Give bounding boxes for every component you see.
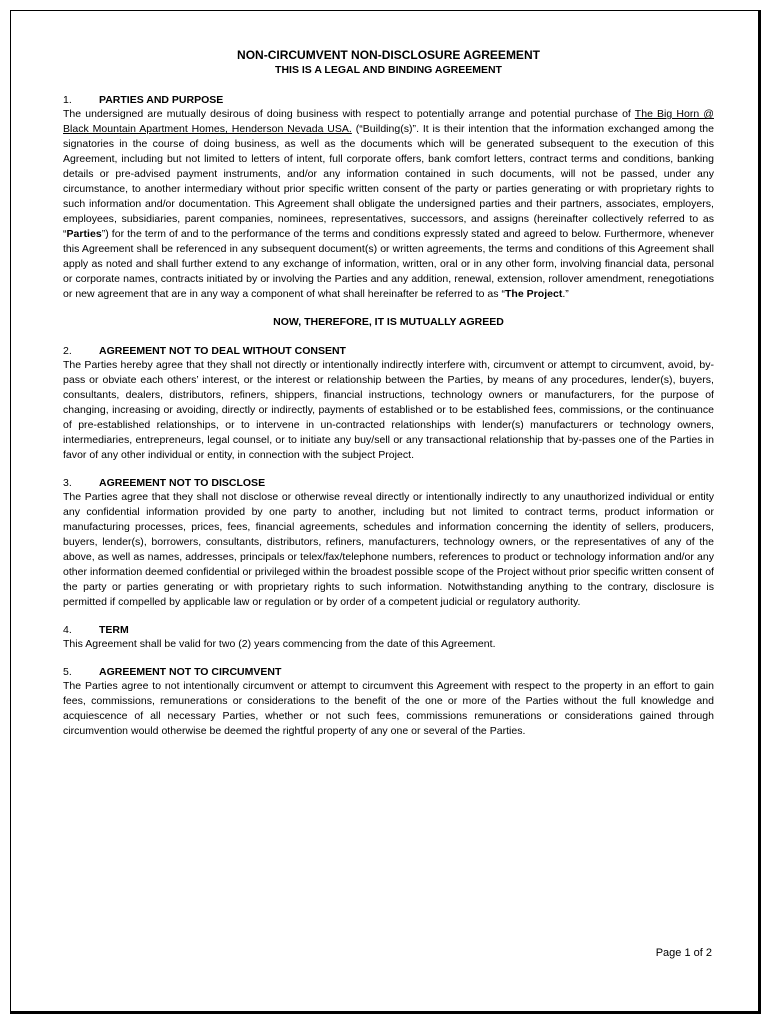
section-number: 3.	[63, 477, 72, 489]
section-4-body: This Agreement shall be valid for two (2) years commencing from the date of this Agreement.	[63, 638, 496, 650]
document-title: NON-CIRCUMVENT NON-DISCLOSURE AGREEMENT	[237, 48, 540, 62]
section-number: 5.	[63, 666, 72, 678]
page-number: Page 1 of 2	[655, 947, 712, 959]
section-title: TERM	[99, 624, 129, 636]
section-number: 4.	[63, 624, 72, 636]
section-5-body: The Parties agree to not intentionally circumvent or attempt to circumvent this Agreement with respect to the property in an effort to gain fees, commissions, remunerations or considerations to the benefit of the one or more of the Parties without the full knowledge and acquiescence of all necessary Parties, whether or not such fees, commissions remunerations or considerations gained through circumvention would otherwise be deemed the rightful property of any one or several of the Parties.	[63, 680, 714, 737]
property-name: The Big Horn @ Black Mountain Apartment Homes, Henderson Nevada USA.	[63, 108, 714, 135]
document-page	[10, 10, 761, 1014]
section-title: AGREEMENT NOT TO DEAL WITHOUT CONSENT	[99, 345, 346, 357]
mutually-agreed-heading: NOW, THEREFORE, IT IS MUTUALLY AGREED	[273, 316, 504, 328]
body-text: (“Building(s)”. It is their intention that the information exchanged among the signatories in the course of doing business, as well as the documents which will be generated subsequent to the execution of this Agreement, including but not limited to letters of intent, full corporate offers, bank comfort letters, contract terms and conditions, banking details or pre-advised payment instruments, and/or any information contained in such documents, will not be passed, under any circumstance, to another intermediary without prior specific written consent of the party or parties generating or with proprietary rights to such information and/or documentation. This Agreement shall obligate the undersigned parties and their partners, associates, employers, employees, subsidiaries, parent companies, nominees, representatives, successors, and assigns (hereinafter collectively referred to as “	[63, 123, 714, 240]
section-number: 2.	[63, 345, 72, 357]
section-3-body: The Parties agree that they shall not disclose or otherwise reveal directly or intentionally indirectly to any unauthorized individual or entity any confidential information provided by one party to another, including but not limited to contract terms, product information or manufacturing processes, prices, fees, financial agreements, schedules and information concerning the identity of sellers, producers, buyers, lender(s), borrowers, consultants, distributors, refiners, manufacturers, technology owners, or the representatives of any of the above, as well as names, addresses, principals or telex/fax/telephone numbers, references to product or technology information and/or any other information deemed confidential or privileged within the broadest possible scope of the Project without prior specific written consent of the party or parties generating or with proprietary rights to such information. Notwithstanding anything to the contrary, disclosure is permitted if compelled by applicable law or regulation or by order of a competent judicial or regulatory authority.	[63, 491, 714, 608]
section-2-body: The Parties hereby agree that they shall not directly or intentionally indirectly interfere with, circumvent or attempt to circumvent, avoid, by-pass or obviate each others’ interest, or the interest or relationship between the Parties, by means of any procedures, lender(s), buyers, consultants, dealers, distributors, refiners, shippers, financial instructions, technology owners or manufacturers, for the purpose of changing, increasing or avoiding, directly or indirectly, payments of established or to be established fees, commissions, or the continuance of pre-established relationships, or to intervene in un-contracted relationships with lender(s) manufacturers or technology owners, intermediaries, entrepreneurs, legal counsel, or to initiate any buy/sell or any transactional relationship that by-passes one of the Parties in favor of any other individual or entity, in connection with the subject Project.	[63, 359, 714, 461]
section-title: AGREEMENT NOT TO DISCLOSE	[99, 477, 266, 489]
document-subtitle: THIS IS A LEGAL AND BINDING AGREEMENT	[275, 64, 502, 76]
body-text: ”) for the term of and to the performance of the terms and conditions expressly stated and agreed to below. Furthermore, whenever this Agreement shall be referenced in any subsequent document(s) or written agreements, the terms and conditions of this Agreement shall apply as noted and shall further extend to any exchange of information, written, oral or in any other form, involving financial data, personal or corporate names, contracts initiated by or involving the Parties and any addition, renewal, extension, rollover amendment, renegotiations or new agreement that are in any way a component of what shall hereinafter be referred to as “	[63, 228, 714, 300]
section-5-heading	[63, 665, 714, 679]
parties-term: Parties	[66, 228, 102, 240]
section-number: 1.	[63, 94, 72, 106]
section-title: PARTIES AND PURPOSE	[99, 94, 224, 106]
body-text: The undersigned are mutually desirous of doing business with respect to potentially arrange and potential purchase of	[63, 108, 635, 120]
section-4-heading	[63, 623, 714, 637]
section-1-heading	[63, 93, 714, 107]
section-title: AGREEMENT NOT TO CIRCUMVENT	[99, 666, 282, 678]
section-3-heading	[63, 476, 714, 490]
section-2-heading	[63, 344, 714, 358]
body-text: .”	[562, 288, 569, 300]
project-term: The Project	[504, 288, 563, 300]
document-content	[63, 47, 714, 752]
section-1-body	[63, 107, 714, 302]
